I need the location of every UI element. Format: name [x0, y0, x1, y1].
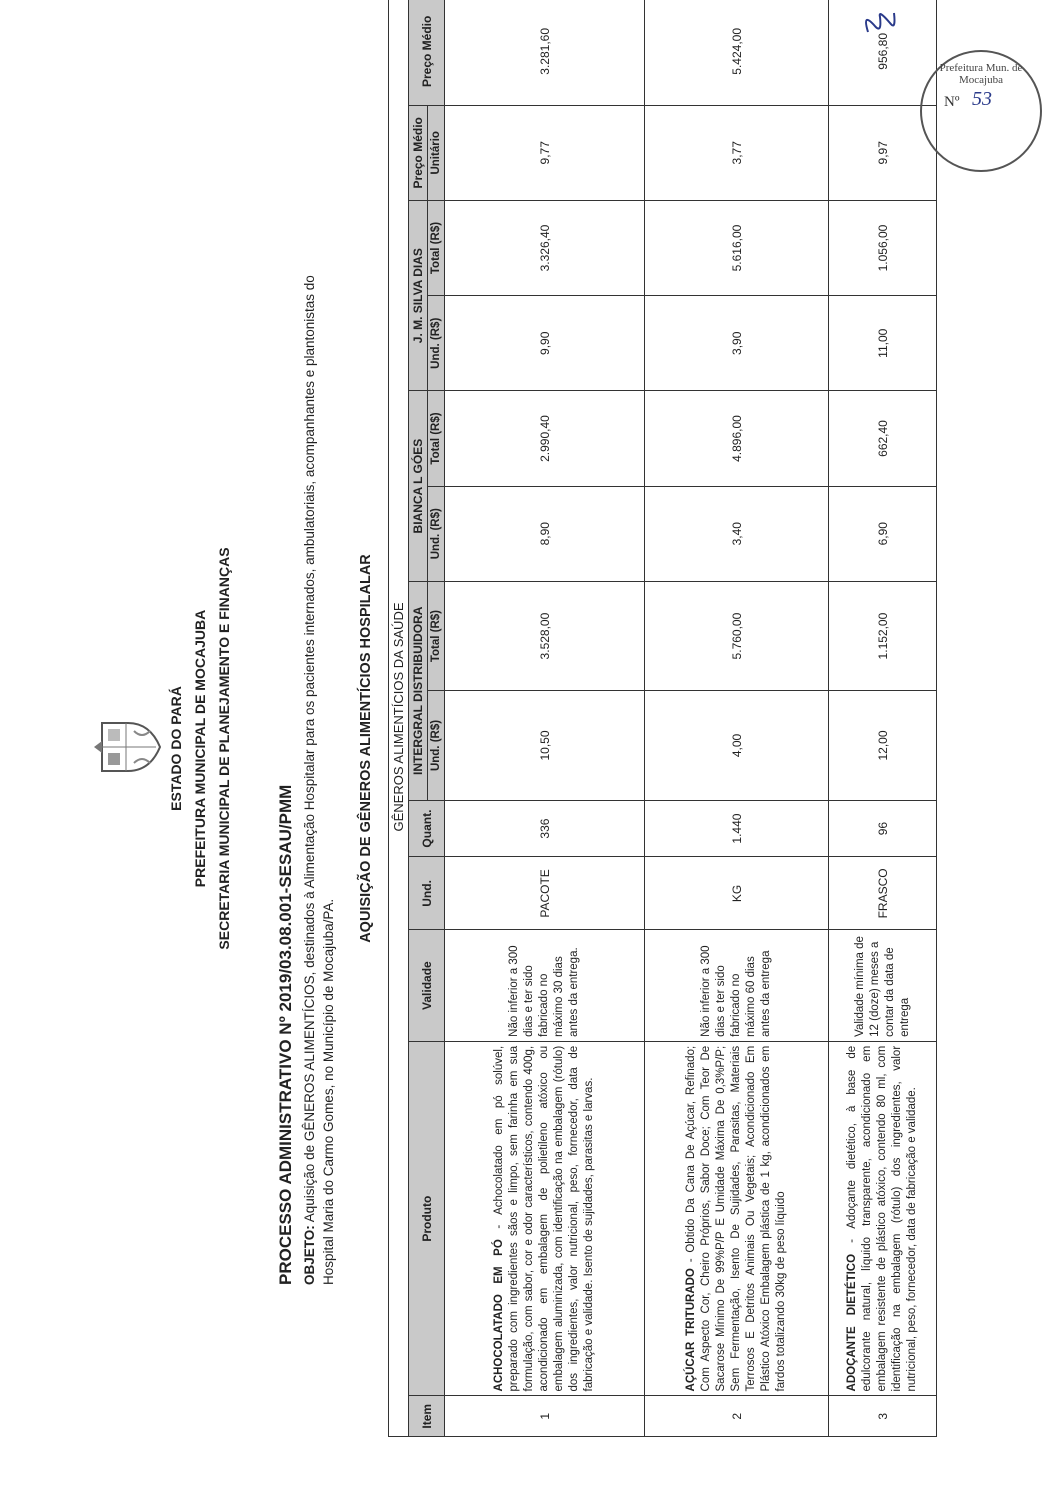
header-s1-und: Und. (R$): [428, 691, 445, 800]
header-produto: Produto: [409, 1041, 445, 1396]
cell-s3-total: 3.326,40: [445, 200, 645, 295]
header-preco-medio: Preço Médio: [409, 0, 445, 105]
acquisition-title: AQUISIÇÃO DE GÊNEROS ALIMENTÍCIOS HOSPILALAR: [358, 554, 374, 943]
header-secretariat: SECRETARIA MUNICIPAL DE PLANEJAMENTO E FINANÇAS: [216, 547, 232, 950]
cell-s3-und: 11,00: [829, 296, 937, 391]
cell-quant: 96: [829, 800, 937, 857]
cell-und: FRASCO: [829, 857, 937, 930]
cell-s2-und: 6,90: [829, 486, 937, 581]
header-supplier-3: J. M. SILVA DIAS: [409, 200, 428, 390]
cell-quant: 336: [445, 800, 645, 857]
product-description: - Adoçante dietético, à base de edulcorante natural, líquido transparente, acondicionado em embalagem resistente de plástico atóxico, contendo 80 ml, com identificação na embalagem (rótulo) dos ingredientes, valor nutricional, peso, fornecedor, data de fabricação e validade.: [846, 1045, 918, 1392]
object-label: OBJETO:: [302, 1225, 317, 1285]
cell-s1-und: 4,00: [645, 691, 829, 800]
header-municipality: PREFEITURA MUNICIPAL DE MOCAJUBA: [192, 609, 208, 888]
product-name: ADOÇANTE DIETÉTICO: [846, 1253, 858, 1392]
cell-s1-und: 10,50: [445, 691, 645, 800]
cell-s2-total: 4.896,00: [645, 391, 829, 486]
cell-s1-total: 1.152,00: [829, 581, 937, 690]
cell-item: 3: [829, 1396, 937, 1437]
header-supplier-2: BIANCA L GÓES: [409, 391, 428, 581]
cell-medio: 956,80: [829, 0, 937, 105]
cell-s1-total: 3.528,00: [445, 581, 645, 690]
cell-medio-unit: 9,97: [829, 105, 937, 200]
stamp-number-value: 53: [972, 88, 992, 110]
header-s2-und: Und. (R$): [428, 486, 445, 581]
table-group-title: GÊNEROS ALIMENTÍCIOS DA SAÚDE: [389, 0, 409, 1437]
product-description: - Achocolatado em pó solúvel, preparado com ingredientes sãos e limpo, sem farinha em sua formulação, com sabor, cor e odor característicos, contendo 400g, acondicionado em embalagem de polietileno atóxico ou embalagem aluminizada, com identificação na embalagem (rótulo) dos ingredientes, valor nutricional, peso, fornecedor, data de fabricação e validade. Isento de sujidades, parasitas e larvas.: [493, 1045, 595, 1392]
table-row: [829, 0, 937, 1437]
header-validade: Validade: [409, 930, 445, 1041]
cell-item: 2: [645, 1396, 829, 1437]
initials-scribble: [860, 7, 900, 37]
cell-validade: Não inferior a 300 dias e ter sido fabricado no máximo 60 dias antes da entrega: [645, 930, 829, 1041]
cell-produto: [829, 1041, 937, 1396]
cell-s1-total: 5.760,00: [645, 581, 829, 690]
header-quant: Quant.: [409, 800, 445, 857]
cell-s3-total: 5.616,00: [645, 200, 829, 295]
cell-s2-und: 8,90: [445, 486, 645, 581]
cell-s3-und: 3,90: [645, 296, 829, 391]
cell-s2-total: 2.990,40: [445, 391, 645, 486]
header-s2-total: Total (R$): [428, 391, 445, 486]
coat-of-arms-logo: [92, 717, 162, 777]
cell-medio-unit: 3,77: [645, 105, 829, 200]
header-state: ESTADO DO PARÁ: [168, 686, 184, 811]
cell-quant: 1.440: [645, 800, 829, 857]
cell-validade: Validade mínima de 12 (doze) meses a contar da data de entrega: [829, 930, 937, 1041]
stamp-number-label: Nº: [944, 94, 960, 110]
product-name: AÇÚCAR TRITURADO: [685, 1268, 697, 1392]
cell-s2-und: 3,40: [645, 486, 829, 581]
cell-medio: 3.281,60: [445, 0, 645, 105]
header-s1-total: Total (R$): [428, 581, 445, 690]
cell-s3-und: 9,90: [445, 296, 645, 391]
header-supplier-1: INTERGRAL DISTRIBUIDORA: [409, 581, 428, 800]
table-row: [645, 0, 829, 1437]
protocol-stamp: [920, 50, 1042, 172]
cell-validade: Não inferior a 300 dias e ter sido fabricado no máximo 30 dias antes da entrega.: [445, 930, 645, 1041]
price-table: [388, 0, 937, 1437]
cell-s1-und: 12,00: [829, 691, 937, 800]
product-name: ACHOCOLATADO EM PÓ: [493, 1239, 505, 1392]
header-und: Und.: [409, 857, 445, 930]
header-item: Item: [409, 1396, 445, 1437]
cell-item: 1: [445, 1396, 645, 1437]
cell-s3-total: 1.056,00: [829, 200, 937, 295]
cell-und: KG: [645, 857, 829, 930]
object-paragraph: [300, 255, 338, 1285]
object-text: Aquisição de GÊNEROS ALIMENTÍCIOS, destinados à Alimentação Hospitalar para os pacientes internados, ambulatoriais, acompanhantes e plantonistas do Hospital Maria do Carmo Gomes, no Município de Mocajuba/PA.: [302, 275, 336, 1285]
product-description: - Obtido Da Cana De Açúcar, Refinado; Com Aspecto Cor, Cheiro Próprios, Sabor Doce; Com Teor De Sacarose Mínimo De 99%P/P E Umidade Máxima De 0,3%P/P; Sem Fermentação, Isento De Sujidades, Parasitas, Materiais Terrosos E Detritos Animais Ou Vegetais; Acondicionado Em Plástico Atóxico Embalagem plástica de 1 kg, acondicionados em fardos totalizando 30kg de peso líquido: [685, 1045, 787, 1392]
table-row: [445, 0, 645, 1437]
header-preco-medio-unit-bottom: Unitário: [428, 105, 445, 200]
header-preco-medio-unit-top: Preço Médio: [409, 105, 428, 200]
cell-medio-unit: 9,77: [445, 105, 645, 200]
cell-produto: [445, 1041, 645, 1396]
stamp-text: Prefeitura Mun. de Mocajuba: [939, 62, 1023, 86]
cell-und: PACOTE: [445, 857, 645, 930]
cell-produto: [645, 1041, 829, 1396]
process-title: PROCESSO ADMINISTRATIVO Nº 2019/03.08.001-SESAU/PMM: [276, 784, 295, 1285]
cell-medio: 5.424,00: [645, 0, 829, 105]
cell-s2-total: 662,40: [829, 391, 937, 486]
header-s3-total: Total (R$): [428, 200, 445, 295]
header-s3-und: Und. (R$): [428, 296, 445, 391]
